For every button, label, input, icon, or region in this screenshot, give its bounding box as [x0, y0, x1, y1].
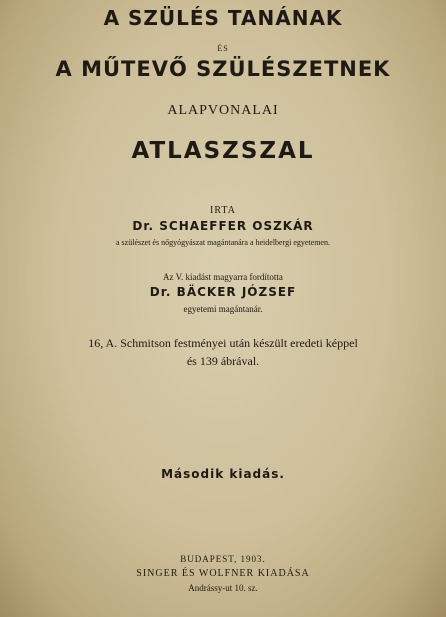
imprint-city-year: BUDAPEST, 1903.	[180, 554, 266, 564]
title-line-4: ATLASZSZAL	[131, 138, 315, 164]
imprint-publisher: SINGER ÉS WOLFNER KIADÁSA	[136, 568, 310, 579]
title-line-3: ALAPVONALAI	[167, 103, 279, 118]
illustrations-line-2: és 139 ábrával.	[186, 354, 260, 368]
author-by-label: IRTA	[210, 205, 236, 216]
author-name: Dr. SCHAEFFER OSZKÁR	[132, 219, 314, 233]
imprint-address: Andrássy-ut 10. sz.	[188, 583, 258, 593]
edition-label: Második kiadás.	[161, 467, 285, 481]
author-description: a szülészet és nőgyógyászat magántanára a heidelbergi egyetemen.	[116, 238, 330, 247]
title-conjunction: ÉS	[217, 44, 229, 53]
translation-note: Az V. kiadást magyarra fordította	[163, 272, 283, 282]
title-line-1: A SZÜLÉS TANÁNAK	[103, 6, 343, 30]
illustrations-line-1: 16, A. Schmitson festményei után készült eredeti képpel	[88, 336, 358, 350]
translator-name: Dr. BÄCKER JÓZSEF	[149, 285, 297, 299]
translator-description: egyetemi magántanár.	[183, 304, 263, 314]
title-line-2: A MŰTEVŐ SZÜLÉSZETNEK	[55, 57, 391, 81]
